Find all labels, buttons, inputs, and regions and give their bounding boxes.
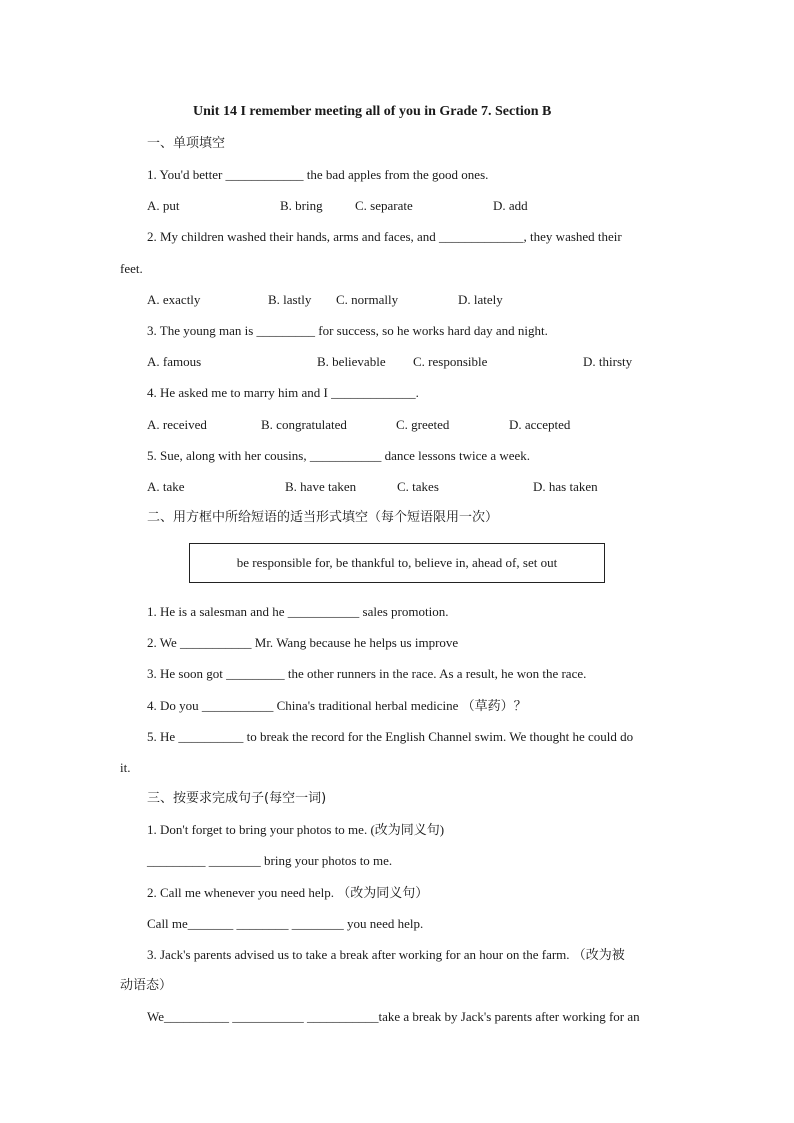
question-stem: 2. My children washed their hands, arms and faces, and _____________, they washed their bbox=[147, 229, 622, 244]
question-stem-cont: feet. bbox=[120, 261, 143, 276]
rewrite-answer: Call me_______ ________ ________ you need help. bbox=[147, 916, 424, 931]
option-d: D. lately bbox=[458, 292, 503, 307]
option-b: B. lastly bbox=[268, 292, 312, 307]
option-a: A. put bbox=[147, 198, 180, 213]
question-stem: 5. Sue, along with her cousins, ___________ dance lessons twice a week. bbox=[147, 448, 531, 463]
rewrite-question: 2. Call me whenever you need help. （改为同义句） bbox=[147, 885, 429, 900]
question-stem: 4. He asked me to marry him and I _____________. bbox=[147, 385, 419, 400]
option-b: B. bring bbox=[280, 198, 323, 213]
fill-item: 5. He __________ to break the record for the English Channel swim. We thought he could do bbox=[147, 729, 634, 744]
option-a: A. exactly bbox=[147, 292, 201, 307]
option-d: D. accepted bbox=[509, 417, 571, 432]
option-d: D. thirsty bbox=[583, 354, 633, 369]
option-c: C. normally bbox=[336, 292, 399, 307]
option-b: B. have taken bbox=[285, 479, 357, 494]
fill-item: 4. Do you ___________ China's traditional herbal medicine （草药）？ bbox=[147, 698, 527, 713]
fill-item: 3. He soon got _________ the other runners in the race. As a result, he won the race. bbox=[147, 666, 587, 681]
option-c: C. responsible bbox=[413, 354, 488, 369]
rewrite-question-cont: 动语态） bbox=[120, 978, 173, 993]
option-c: C. separate bbox=[355, 198, 413, 213]
option-a: A. received bbox=[147, 417, 207, 432]
rewrite-question: 3. Jack's parents advised us to take a break after working for an hour on the farm. （改为被 bbox=[147, 947, 625, 962]
option-a: A. famous bbox=[147, 354, 202, 369]
option-c: C. takes bbox=[397, 479, 439, 494]
fill-item: 1. He is a salesman and he ___________ sales promotion. bbox=[147, 604, 449, 619]
option-b: B. believable bbox=[317, 354, 386, 369]
option-b: B. congratulated bbox=[261, 417, 347, 432]
fill-item: 2. We ___________ Mr. Wang because he helps us improve bbox=[147, 635, 459, 650]
question-stem: 1. You'd better ____________ the bad apples from the good ones. bbox=[147, 167, 489, 182]
section-heading-3: 三、按要求完成句子(每空一词) bbox=[147, 791, 327, 806]
option-d: D. add bbox=[493, 198, 528, 213]
option-c: C. greeted bbox=[396, 417, 450, 432]
question-stem: 3. The young man is _________ for success, so he works hard day and night. bbox=[147, 323, 548, 338]
rewrite-answer: We__________ ___________ ___________take a break by Jack's parents after working for an bbox=[147, 1009, 640, 1024]
page-title: Unit 14 I remember meeting all of you in Grade 7. Section B bbox=[193, 104, 552, 119]
phrase-box: be responsible for, be thankful to, believe in, ahead of, set out bbox=[189, 543, 605, 583]
option-d: D. has taken bbox=[533, 479, 598, 494]
section-heading-1: 一、单项填空 bbox=[147, 136, 226, 151]
rewrite-answer: _________ ________ bring your photos to me. bbox=[147, 853, 393, 868]
option-a: A. take bbox=[147, 479, 185, 494]
section-heading-2: 二、用方框中所给短语的适当形式填空（每个短语限用一次） bbox=[147, 510, 499, 525]
fill-item-cont: it. bbox=[120, 760, 131, 775]
rewrite-question: 1. Don't forget to bring your photos to me. (改为同义句) bbox=[147, 822, 445, 837]
